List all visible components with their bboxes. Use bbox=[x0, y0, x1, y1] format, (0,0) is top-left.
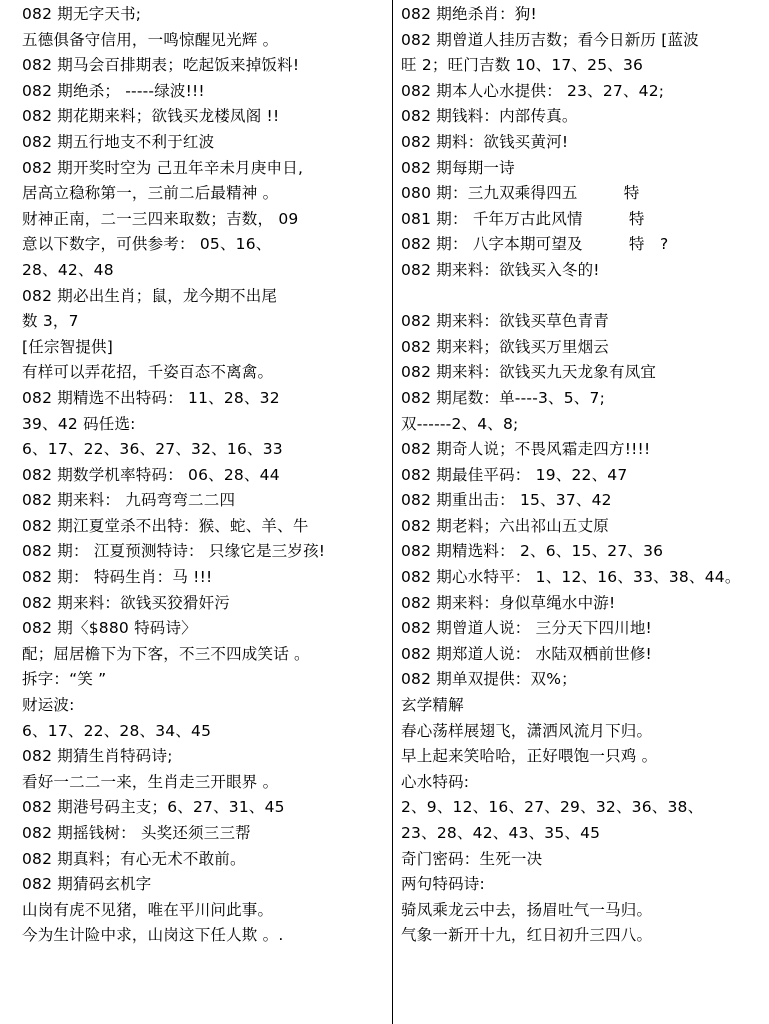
blank-line bbox=[401, 284, 767, 310]
text-line: 早上起来笑哈哈，正好喂饱一只鸡 。 bbox=[401, 747, 658, 766]
text-line: 082 期来料；欲钱买万里烟云 bbox=[401, 337, 610, 356]
text-line: 082 期五行地支不利于红波 bbox=[22, 132, 215, 151]
text-line: 082 期最佳平码： 19、22、47 bbox=[401, 465, 628, 484]
text-line: 居高立稳称第一，三前二后最精神 。 bbox=[22, 184, 279, 203]
text-line: 财运波: bbox=[22, 696, 75, 715]
text-line: 6、17、22、28、34、45 bbox=[22, 721, 212, 740]
text-line: 082 期摇钱树： 头奖还须三三帮 bbox=[22, 824, 251, 842]
text-line: 082 期〈$880 特码诗〉 bbox=[22, 619, 197, 638]
text-line: 082 期开奖时空为 己丑年辛未月庚申日, bbox=[22, 158, 304, 177]
text-line: 山岗有虎不见猪，唯在平川问此事。 bbox=[22, 900, 274, 919]
text-line: 082 期必出生肖；鼠，龙今期不出尾 bbox=[22, 286, 278, 305]
text-line: 082 期花期来料；欲钱买龙楼凤阁 !! bbox=[22, 107, 280, 126]
text-line: 082 期猜生肖特码诗; bbox=[22, 747, 173, 766]
text-line: 082 期来料：欲钱买草色青青 bbox=[401, 312, 610, 331]
text-line: 082 期精选不出特码： 11、28、32 bbox=[22, 388, 280, 407]
text-line: 23、28、42、43、35、45 bbox=[401, 824, 601, 842]
text-line: 财神正南，二一三四来取数；吉数， 09 bbox=[22, 209, 299, 228]
text-line: 39、42 码任选: bbox=[22, 414, 136, 433]
text-line: 082 期马会百排期表；吃起饭来掉饭料! bbox=[22, 56, 300, 75]
left-column bbox=[22, 2, 394, 949]
text-line: 配；屈居檐下为下客，不三不四成笑话 。 bbox=[22, 644, 310, 663]
text-line: 082 期每期一诗 bbox=[401, 158, 515, 177]
text-line: 082 期老料；六出祁山五丈原 bbox=[401, 516, 610, 535]
text-line: 奇门密码：生死一决 bbox=[401, 849, 543, 868]
text-line: 2、9、12、16、27、29、32、36、38、 bbox=[401, 798, 704, 817]
text-line: 拆字：“笑 ” bbox=[22, 670, 107, 689]
text-line: 6、17、22、36、27、32、16、33 bbox=[22, 440, 283, 459]
text-line: 082 期： 特码生肖：马 !!! bbox=[22, 568, 213, 587]
text-line: 082 期曾道人说： 三分天下四川地! bbox=[401, 619, 652, 638]
text-line: 082 期真料；有心无术不敢前。 bbox=[22, 849, 246, 868]
text-line: 骑凤乘龙云中去，扬眉吐气一马归。 bbox=[401, 900, 653, 919]
text-line: 082 期猜码玄机字 bbox=[22, 875, 152, 894]
text-line: 082 期尾数：单----3、5、7; bbox=[401, 388, 605, 407]
text-line: 两句特码诗: bbox=[401, 875, 485, 894]
text-line: 数 3，7 bbox=[22, 312, 79, 331]
text-line: 旺 2；旺门吉数 10、17、25、36 bbox=[401, 56, 644, 75]
text-line: [任宗智提供] bbox=[22, 337, 113, 356]
text-line: 082 期本人心水提供： 23、27、42; bbox=[401, 81, 665, 100]
text-line: 082 期港号码主支；6、27、31、45 bbox=[22, 798, 285, 817]
text-line: 082 期精选料： 2、6、15、27、36 bbox=[401, 542, 664, 561]
text-line: 082 期曾道人挂历吉数；看今日新历 [蓝波 bbox=[401, 30, 699, 49]
text-line: 心水特码: bbox=[401, 772, 470, 791]
text-line: 082 期来料：欲钱买入冬的! bbox=[401, 260, 600, 279]
text-line: 28、42、48 bbox=[22, 260, 114, 279]
section-heading: 玄学精解 bbox=[401, 696, 464, 715]
text-line: 082 期来料：欲钱买狡猾奸污 bbox=[22, 593, 231, 612]
text-line: 082 期重出击： 15、37、42 bbox=[401, 491, 612, 510]
text-line: 082 期来料： 九码弯弯二二四 bbox=[22, 491, 236, 510]
text-line: 082 期钱料：内部传真。 bbox=[401, 107, 578, 126]
text-line: 082 期江夏堂杀不出特：猴、蛇、羊、牛 bbox=[22, 516, 309, 535]
text-line: 082 期来料：身似草绳水中游! bbox=[401, 593, 616, 612]
text-line: 082 期奇人说；不畏风霜走四方!!!! bbox=[401, 440, 651, 459]
text-line: 看好一二二一来，生肖走三开眼界 。 bbox=[22, 772, 279, 791]
text-line: 082 期来料：欲钱买九天龙象有凤宜 bbox=[401, 363, 657, 382]
text-line: 082 期单双提供：双%； bbox=[401, 670, 577, 689]
text-line: 五德俱备守信用，一鸣惊醒见光辉 。 bbox=[22, 30, 279, 49]
text-line: 082 期心水特平： 1、12、16、33、38、44。 bbox=[401, 568, 741, 587]
text-line: 双------2、4、8; bbox=[401, 414, 519, 433]
text-line: 082 期绝杀肖：狗! bbox=[401, 5, 537, 23]
text-line: 082 期料：欲钱买黄河! bbox=[401, 132, 569, 151]
text-line: 082 期郑道人说： 水陆双栖前世修! bbox=[401, 644, 652, 663]
text-line: 意以下数字，可供参考： 05、16、 bbox=[22, 235, 272, 254]
text-line: 080 期：三九双乘得四五 特 bbox=[401, 184, 640, 203]
text-line: 081 期： 千年万古此风情 特 bbox=[401, 209, 645, 228]
column-divider bbox=[392, 0, 393, 1024]
right-column bbox=[401, 2, 767, 949]
text-line: 082 期数学机率特码： 06、28、44 bbox=[22, 465, 280, 484]
text-line: 春心荡样展翅飞，潇洒风流月下归。 bbox=[401, 721, 653, 740]
text-line: 082 期绝杀； -----绿波!!! bbox=[22, 81, 205, 100]
text-line: 气象一新开十九，红日初升三四八。 bbox=[401, 926, 653, 945]
text-line: 有样可以弄花招，千姿百态不离禽。 bbox=[22, 363, 274, 382]
text-line: 082 期： 八字本期可望及 特 ? bbox=[401, 235, 669, 254]
text-line: 082 期： 江夏预测特诗： 只缘它是三岁孩! bbox=[22, 542, 326, 561]
text-line: 今为生计险中求，山岗这下任人欺 。. bbox=[22, 926, 284, 945]
text-line: 082 期无字天书; bbox=[22, 5, 142, 23]
